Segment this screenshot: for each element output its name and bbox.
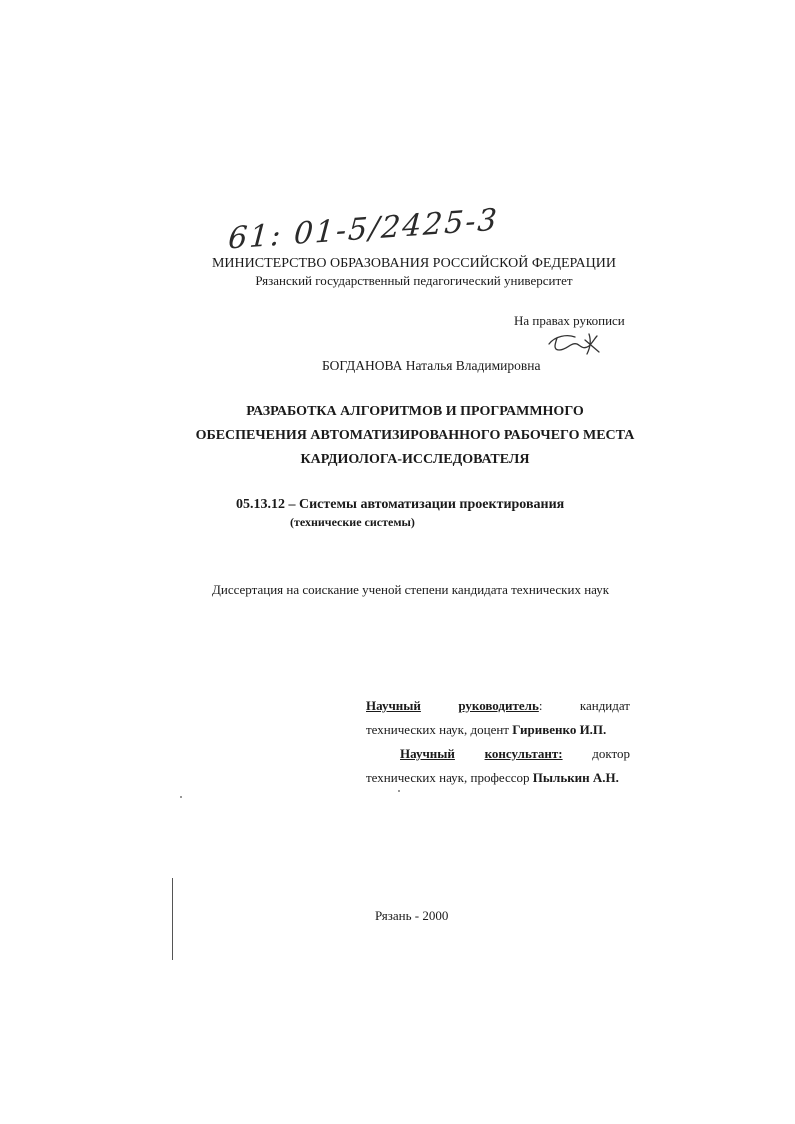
specialty-code: 05.13.12 – Системы автоматизации проектирования bbox=[236, 497, 565, 512]
degree-statement: Диссертация на соискание ученой степени кандидата технических наук bbox=[212, 582, 610, 597]
specialty-subtitle: (технические системы) bbox=[290, 515, 415, 529]
title-line-2: ОБЕСПЕЧЕНИЯ АВТОМАТИЗИРОВАННОГО РАБОЧЕГО МЕСТА bbox=[195, 428, 635, 443]
supervisor-label-word2: руководитель bbox=[458, 698, 539, 713]
supervisor-label-word1: Научный bbox=[366, 698, 421, 713]
university-name: Рязанский государственный педагогический университет bbox=[255, 273, 573, 288]
supervisor-line-1 bbox=[366, 694, 630, 718]
supervisor-title-start: кандидат bbox=[579, 698, 630, 713]
author-name: БОГДАНОВА Наталья Владимировна bbox=[322, 358, 541, 373]
consultant-title-rest: технических наук, профессор bbox=[366, 770, 533, 785]
supervisor-name: Гиривенко И.П. bbox=[512, 722, 607, 737]
advisors-block bbox=[366, 694, 630, 790]
manuscript-rights-note: На правах рукописи bbox=[514, 313, 625, 328]
consultant-label-word2: консультант: bbox=[484, 746, 563, 761]
consultant-name: Пылькин А.Н. bbox=[532, 770, 619, 785]
consultant-line-2 bbox=[366, 766, 630, 790]
scan-speck bbox=[398, 790, 400, 792]
author-signature bbox=[545, 328, 603, 358]
scan-speck bbox=[180, 796, 182, 798]
city-and-year: Рязань - 2000 bbox=[375, 908, 449, 923]
consultant-line-1 bbox=[366, 742, 630, 766]
supervisor-label-part2 bbox=[458, 694, 542, 718]
ministry-name: МИНИСТЕРСТВО ОБРАЗОВАНИЯ РОССИЙСКОЙ ФЕДЕРАЦИИ bbox=[211, 256, 616, 271]
title-line-1: РАЗРАБОТКА АЛГОРИТМОВ И ПРОГРАММНОГО bbox=[246, 404, 584, 419]
consultant-label-word1: Научный bbox=[400, 746, 455, 761]
supervisor-line-2 bbox=[366, 718, 630, 742]
dissertation-title bbox=[0, 400, 795, 472]
scan-margin-line bbox=[172, 878, 173, 960]
supervisor-title-rest: технических наук, доцент bbox=[366, 722, 513, 737]
consultant-title-start: доктор bbox=[592, 746, 630, 761]
title-line-3: КАРДИОЛОГА-ИССЛЕДОВАТЕЛЯ bbox=[300, 452, 530, 467]
archive-code-handwritten: 61: 01-5/2425-3 bbox=[227, 202, 500, 257]
supervisor-label-colon: : bbox=[538, 698, 543, 713]
